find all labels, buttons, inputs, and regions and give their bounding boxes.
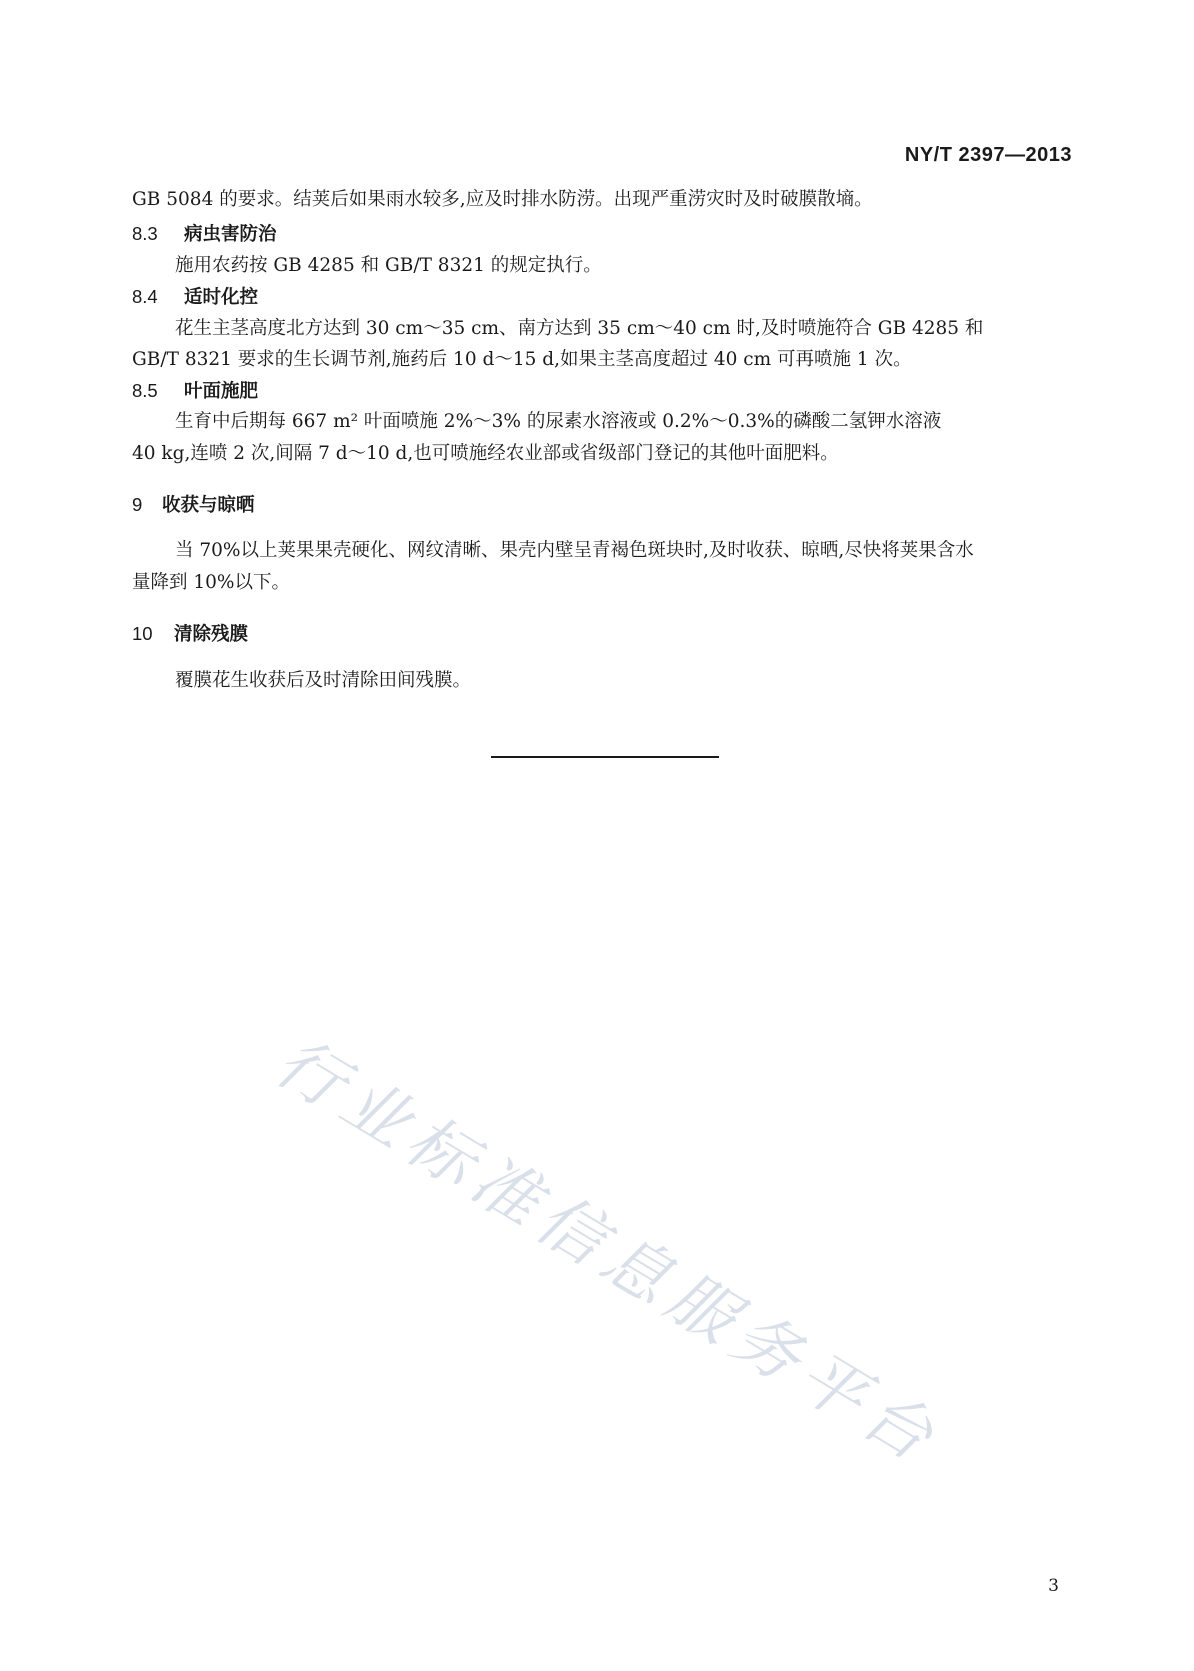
section-9-text-line-1: 当 70%以上荚果果壳硬化、网纹清晰、果壳内壁呈青褐色斑块时,及时收获、晾晒,尽快将荚果含水 <box>175 540 974 561</box>
section-title: 清除残膜 <box>174 623 249 644</box>
section-9-text-line-2: 量降到 10%以下。 <box>132 572 291 593</box>
section-number: 8.5 <box>132 380 158 401</box>
section-8-4-heading <box>132 282 258 312</box>
section-10-heading <box>132 619 248 649</box>
section-title: 病虫害防治 <box>184 223 277 244</box>
section-number: 8.4 <box>132 286 158 307</box>
watermark: 行业标准信息服务平台 <box>263 1023 954 1479</box>
intro-paragraph: GB 5084 的要求。结荚后如果雨水较多,应及时排水防涝。出现严重涝灾时及时破膜散墒。 <box>132 189 873 210</box>
section-8-3-text: 施用农药按 GB 4285 和 GB/T 8321 的规定执行。 <box>175 255 602 276</box>
section-8-5-text-line-2: 40 kg,连喷 2 次,间隔 7 d～10 d,也可喷施经农业部或省级部门登记的其他叶面肥料。 <box>132 443 839 464</box>
section-title: 适时化控 <box>184 286 259 307</box>
section-9-heading <box>132 490 255 520</box>
section-number: 8.3 <box>132 223 158 244</box>
section-number: 10 <box>132 623 153 644</box>
page-number: 3 <box>1048 1576 1059 1596</box>
standard-code: NY/T 2397—2013 <box>904 144 1072 166</box>
section-8-4-text-line-1: 花生主茎高度北方达到 30 cm～35 cm、南方达到 35 cm～40 cm 时,及时喷施符合 GB 4285 和 <box>175 318 984 339</box>
end-rule-divider <box>491 756 719 758</box>
section-8-5-heading <box>132 376 258 406</box>
section-8-5-text-line-1: 生育中后期每 667 m² 叶面喷施 2%～3% 的尿素水溶液或 0.2%～0.3%的磷酸二氢钾水溶液 <box>175 411 942 432</box>
section-10-text: 覆膜花生收获后及时清除田间残膜。 <box>175 670 472 691</box>
section-8-3-heading <box>132 219 277 249</box>
section-number: 9 <box>132 494 143 515</box>
section-title: 叶面施肥 <box>184 380 259 401</box>
section-title: 收获与晾晒 <box>162 494 255 515</box>
section-8-4-text-line-2: GB/T 8321 要求的生长调节剂,施药后 10 d～15 d,如果主茎高度超过 40 cm 可再喷施 1 次。 <box>132 349 912 370</box>
